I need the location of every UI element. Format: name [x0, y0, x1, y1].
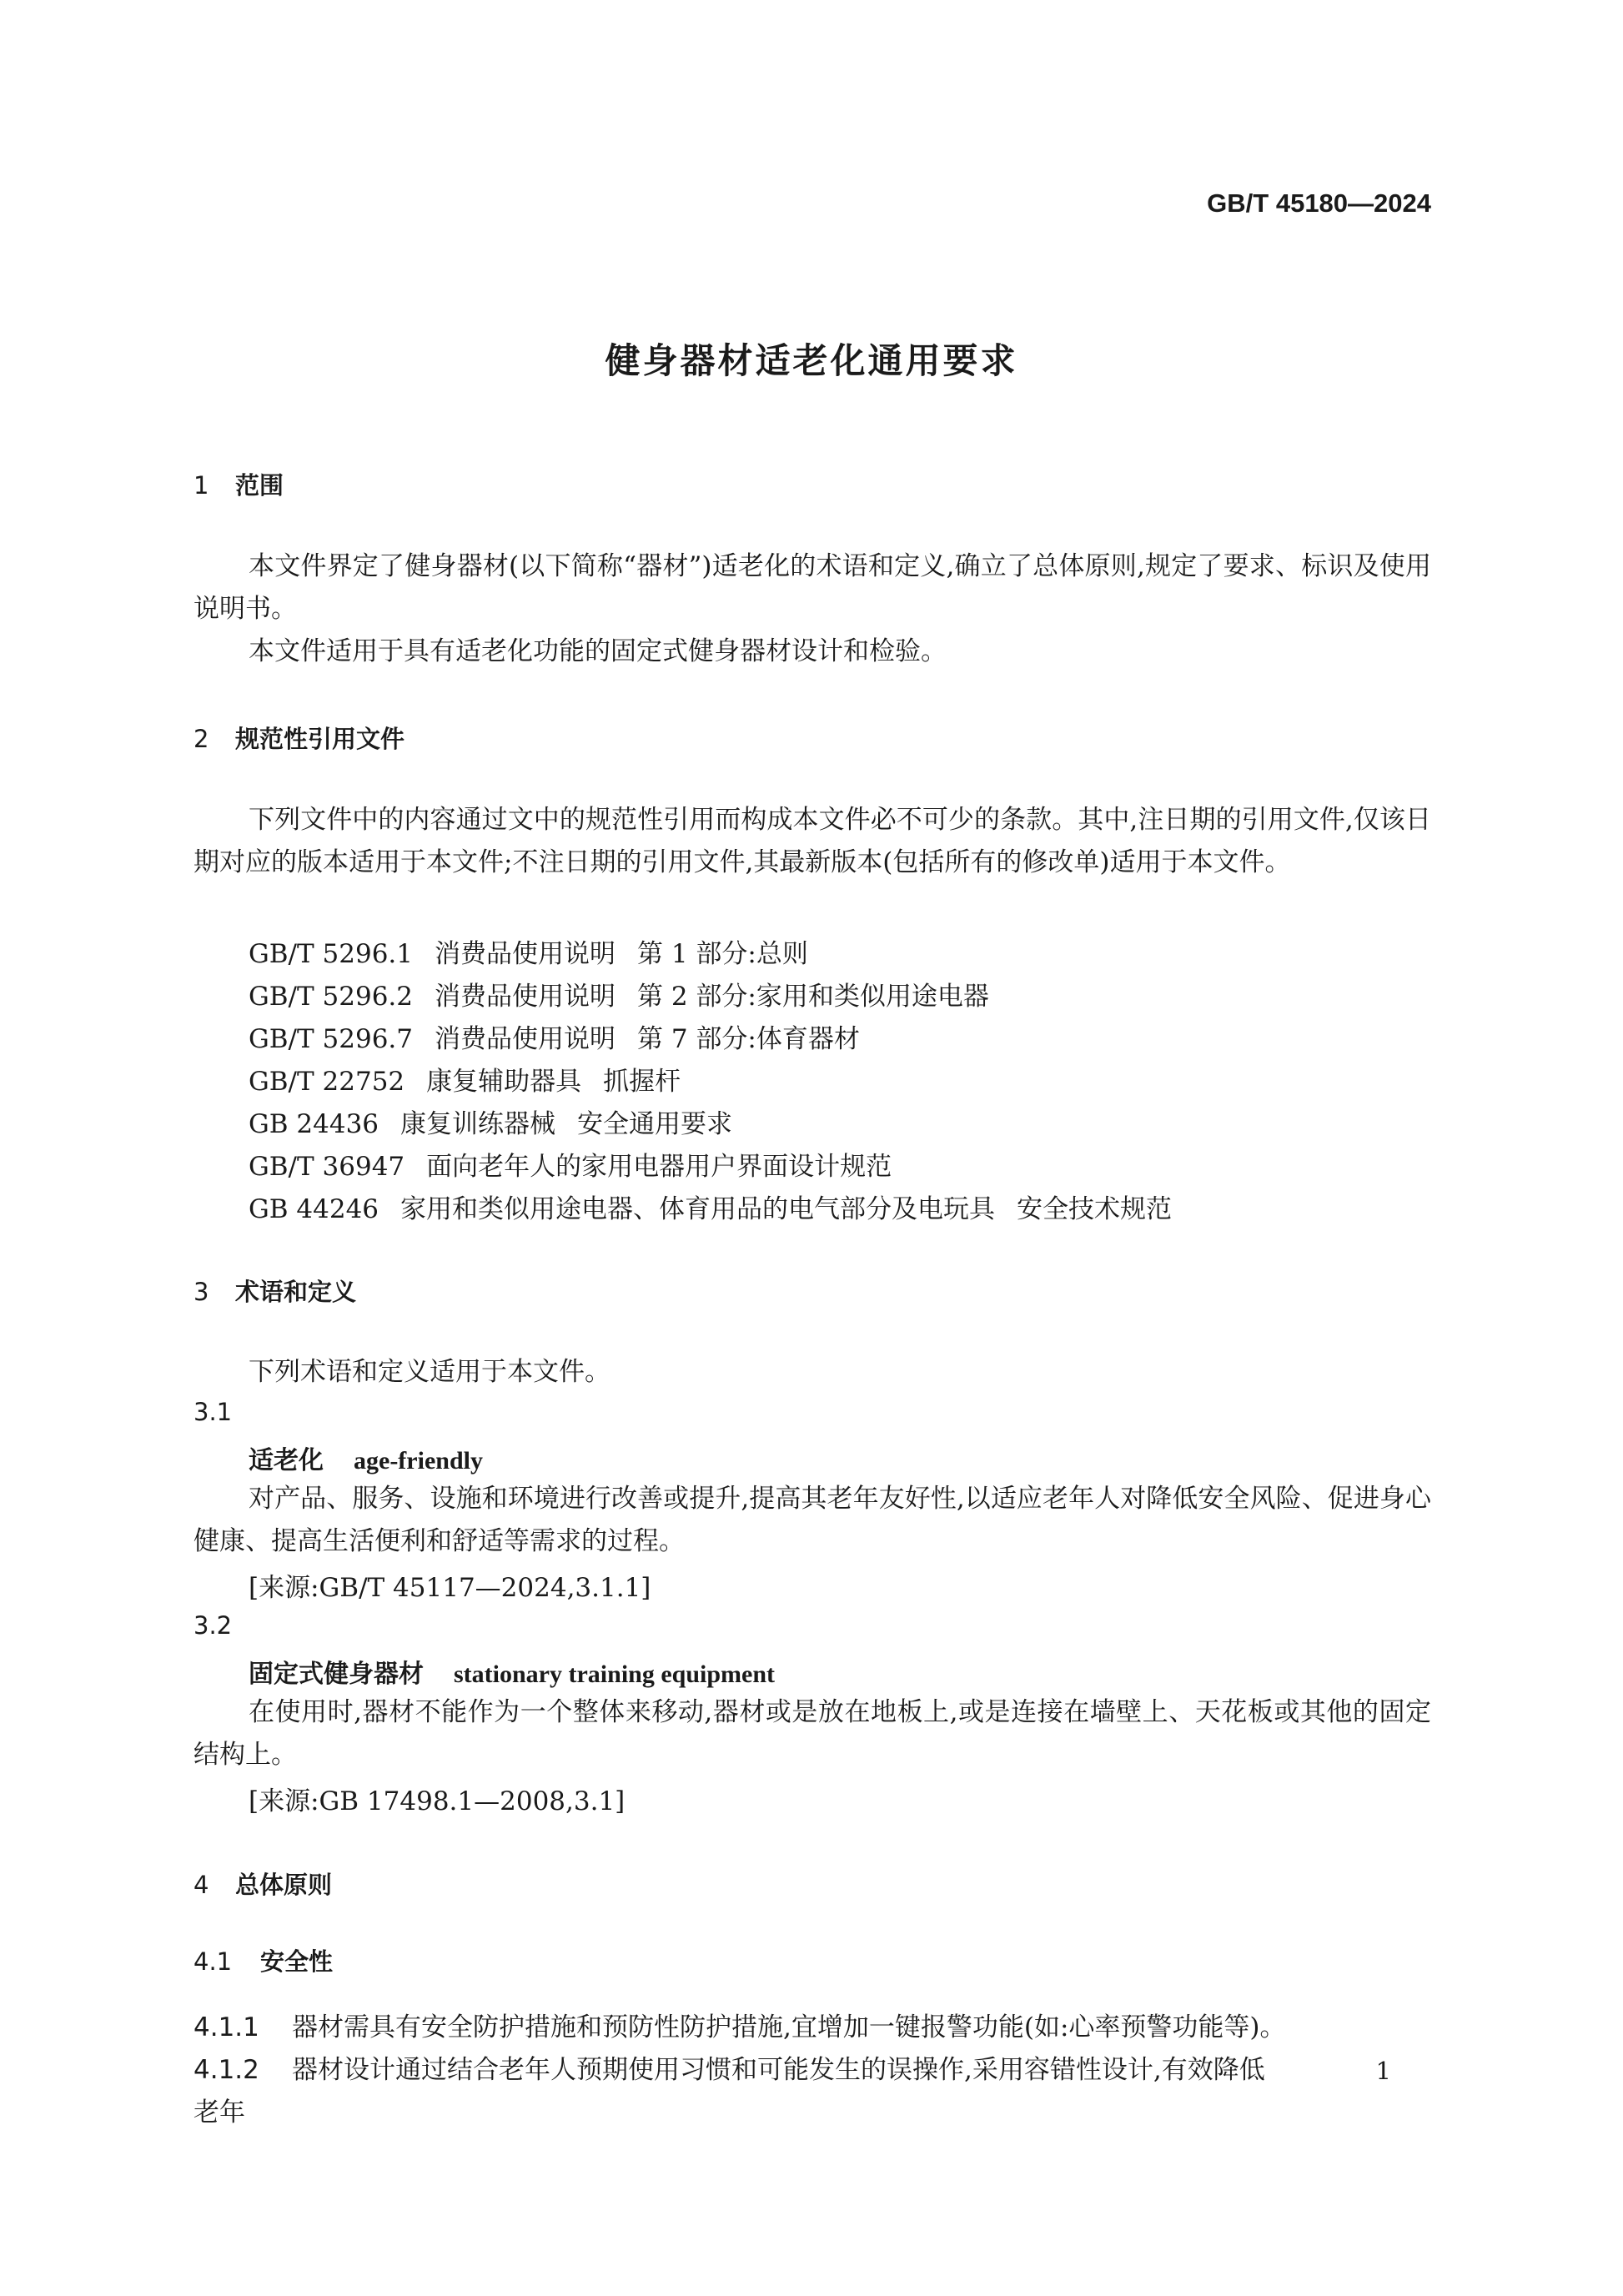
term-english: stationary training equipment [454, 1660, 776, 1688]
reference-part: 安全技术规范 [1017, 1194, 1173, 1224]
term-heading [249, 1439, 483, 1476]
section-2-heading [193, 721, 404, 755]
document-title: 健身器材适老化通用要求 [605, 340, 1018, 381]
term-chinese: 固定式健身器材 [249, 1660, 424, 1689]
reference-part: 安全通用要求 [577, 1109, 733, 1139]
section-title: 范围 [235, 471, 284, 500]
term-heading [249, 1653, 775, 1690]
reference-code: GB/T 5296.1 [249, 939, 413, 969]
reference-title: 消费品使用说明 [435, 939, 616, 969]
term-english: age-friendly [354, 1447, 483, 1475]
scope-paragraph: 本文件界定了健身器材(以下简称“器材”)适老化的术语和定义,确立了总体原则,规定了要求、标识及使用说明书。 [193, 551, 1431, 624]
term-definition: 在使用时,器材不能作为一个整体来移动,器材或是放在地板上,或是连接在墙壁上、天花板或其他的固定结构上。 [193, 1697, 1431, 1770]
section-number: 3 [193, 1278, 209, 1306]
section-title: 总体原则 [235, 1871, 333, 1899]
clause-item [193, 2007, 1431, 2049]
reference-item [249, 932, 808, 970]
reference-title: 面向老年人的家用电器用户界面设计规范 [426, 1152, 892, 1182]
clause-number: 4.1.1 [193, 2012, 259, 2042]
reference-item [249, 1060, 681, 1098]
standard-code: GB/T 45180—2024 [1207, 188, 1431, 218]
reference-part: 第 7 部分:体育器材 [637, 1024, 860, 1054]
term-source: [来源:GB/T 45117—2024,3.1.1] [249, 1573, 651, 1603]
reference-part: 第 2 部分:家用和类似用途电器 [637, 982, 989, 1012]
reference-code: GB/T 36947 [249, 1152, 405, 1182]
reference-code: GB/T 22752 [249, 1067, 405, 1097]
page-number: 1 [1375, 2057, 1391, 2085]
reference-code: GB/T 5296.7 [249, 1024, 413, 1054]
section-4-heading [193, 1866, 332, 1901]
term-number: 3.1 [193, 1398, 233, 1426]
section-number: 4 [193, 1871, 209, 1899]
reference-title: 康复训练器械 [400, 1109, 556, 1139]
term-number: 3.2 [193, 1611, 233, 1640]
term-chinese: 适老化 [249, 1446, 324, 1475]
terms-intro: 下列术语和定义适用于本文件。 [249, 1357, 611, 1387]
reference-item [249, 1188, 1172, 1225]
reference-part: 第 1 部分:总则 [637, 939, 808, 969]
term-source: [来源:GB 17498.1—2008,3.1] [249, 1786, 626, 1816]
references-intro: 下列文件中的内容通过文中的规范性引用而构成本文件必不可少的条款。其中,注日期的引用文件,仅该日期对应的版本适用于本文件;不注日期的引用文件,其最新版本(包括所有的修改单)适用于本文件。 [193, 805, 1431, 877]
scope-paragraph: 本文件适用于具有适老化功能的固定式健身器材设计和检验。 [249, 636, 947, 666]
reference-title: 消费品使用说明 [435, 982, 616, 1012]
reference-part: 抓握杆 [603, 1067, 681, 1097]
reference-item [249, 1103, 732, 1140]
clause-item [193, 2049, 1278, 2134]
section-1-heading [193, 467, 284, 501]
section-number: 2 [193, 725, 209, 753]
section-number: 1 [193, 471, 209, 500]
reference-code: GB 24436 [249, 1109, 379, 1139]
term-definition: 对产品、服务、设施和环境进行改善或提升,提高其老年友好性,以适应老年人对降低安全风险、促进身心健康、提高生活便利和舒适等需求的过程。 [193, 1484, 1432, 1556]
clause-number: 4.1.2 [193, 2055, 259, 2085]
reference-item [249, 1145, 892, 1183]
reference-title: 消费品使用说明 [435, 1024, 616, 1054]
subsection-4-1-heading [193, 1943, 333, 1977]
clause-text: 器材需具有安全防护措施和预防性防护措施,宜增加一键报警功能(如:心率预警功能等)。 [292, 2012, 1286, 2042]
reference-item [249, 1017, 860, 1055]
reference-title: 家用和类似用途电器、体育用品的电气部分及电玩具 [400, 1194, 996, 1224]
section-title: 术语和定义 [235, 1278, 357, 1306]
reference-item [249, 975, 989, 1012]
section-3-heading [193, 1274, 356, 1308]
section-title: 规范性引用文件 [235, 725, 405, 753]
reference-title: 康复辅助器具 [426, 1067, 582, 1097]
reference-code: GB 44246 [249, 1194, 379, 1224]
reference-code: GB/T 5296.2 [249, 982, 413, 1012]
subsection-number: 4.1 [193, 1947, 233, 1976]
clause-text: 器材设计通过结合老年人预期使用习惯和可能发生的误操作,采用容错性设计,有效降低老年 [193, 2055, 1265, 2128]
subsection-title: 安全性 [260, 1947, 334, 1976]
